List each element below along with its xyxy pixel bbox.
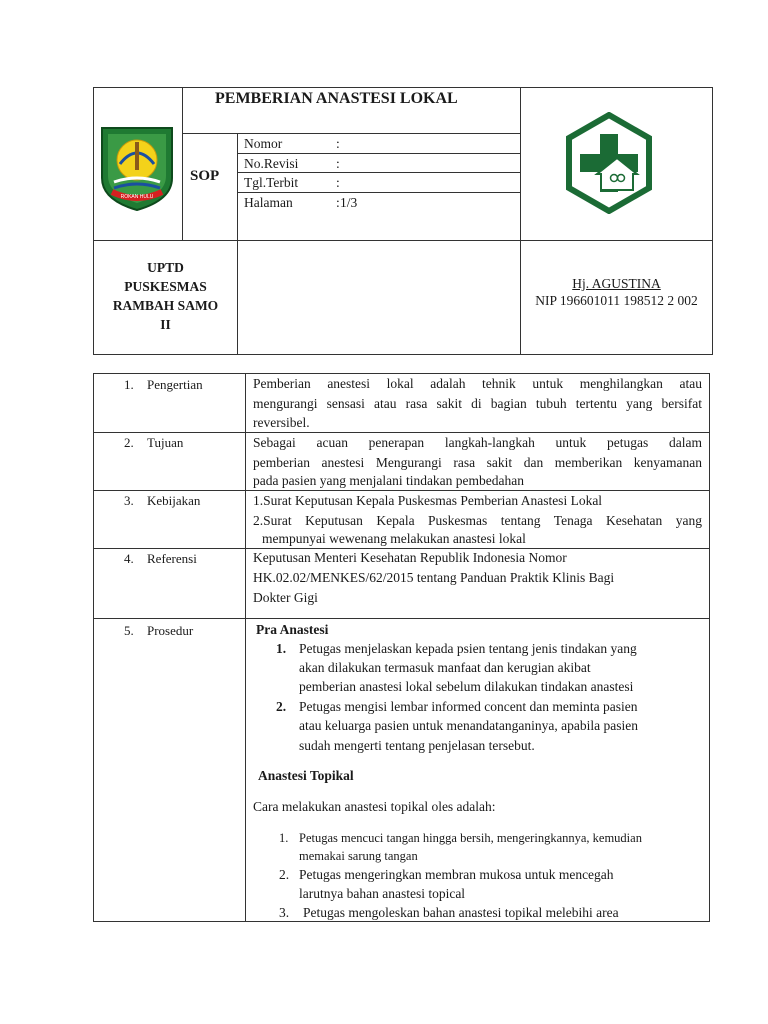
topikal-item-line: larutnya bahan anastesi topical bbox=[299, 886, 466, 901]
tujuan-line: Sebagai acuan penerapan langkah-langkah untuk petugas dalam bbox=[253, 435, 702, 450]
section-label: Referensi bbox=[147, 551, 197, 566]
topikal-item-num: 1. bbox=[279, 831, 289, 845]
referensi-line: Keputusan Menteri Kesehatan Republik Indonesia Nomor bbox=[253, 550, 567, 565]
org-name bbox=[94, 258, 237, 334]
topikal-item-line: Petugas mengeringkan membran mukosa untuk mencegah bbox=[299, 867, 614, 882]
topikal-item-line: Petugas mencuci tangan hingga bersih, mengeringkannya, kemudian bbox=[299, 831, 642, 845]
meta-revisi-sep: : bbox=[336, 156, 340, 171]
section-label: Prosedur bbox=[147, 623, 194, 638]
regency-logo-text: ROKAN HULU bbox=[120, 194, 154, 200]
section-num: 3. bbox=[124, 493, 134, 508]
regency-logo bbox=[98, 124, 176, 212]
section-num: 2. bbox=[124, 435, 134, 450]
meta-terbit-sep: : bbox=[336, 175, 340, 190]
pengertian-line: Pemberian anestesi lokal adalah tehnik untuk menghilangkan atau bbox=[253, 376, 702, 391]
section-num: 1. bbox=[124, 377, 134, 392]
sop-label: SOP bbox=[190, 168, 220, 184]
section-num: 4. bbox=[124, 551, 134, 566]
meta-nomor-label: Nomor bbox=[244, 136, 283, 151]
org-name-line: UPTD bbox=[147, 260, 184, 275]
meta-halaman-value: 1/3 bbox=[340, 195, 358, 210]
pra-item-line: sudah mengerti tentang penjelasan tersebut. bbox=[299, 738, 535, 753]
pengertian-line: reversibel. bbox=[253, 415, 310, 430]
section-num: 5. bbox=[124, 623, 134, 638]
pengertian-line: mengurangi sensasi atau rasa sakit di bagian tubuh tertentu yang bersifat bbox=[253, 395, 702, 411]
pra-item-line: Petugas menjelaskan kepada psien tentang jenis tindakan yang bbox=[299, 641, 637, 656]
meta-revisi-label: No.Revisi bbox=[244, 156, 299, 171]
topikal-intro: Cara melakukan anastesi topikal oles adalah: bbox=[253, 799, 496, 814]
org-name-line: II bbox=[160, 317, 171, 332]
pra-item-num: 1. bbox=[276, 641, 287, 656]
tujuan-line: pada pasien yang menjalani tindakan pembedahan bbox=[253, 473, 525, 488]
puskesmas-logo bbox=[565, 112, 653, 214]
topikal-item-num: 3. bbox=[279, 905, 290, 920]
document-title: PEMBERIAN ANASTESI LOKAL bbox=[215, 90, 458, 107]
pra-item-line: akan dilakukan termasuk manfaat dan kerugian akibat bbox=[299, 660, 591, 675]
org-name-line: PUSKESMAS bbox=[124, 279, 207, 294]
meta-halaman-label: Halaman bbox=[244, 195, 293, 210]
signer-nip: NIP 196601011 198512 2 002 bbox=[535, 293, 698, 308]
meta-terbit-label: Tgl.Terbit bbox=[244, 175, 299, 190]
topikal-item-line: memakai sarung tangan bbox=[299, 849, 418, 863]
topikal-item-num: 2. bbox=[279, 867, 290, 882]
section-label: Kebijakan bbox=[147, 493, 201, 508]
signer-name: Hj. AGUSTINA bbox=[572, 276, 661, 291]
meta-halaman-sep: : bbox=[336, 195, 340, 210]
pra-item-line: atau keluarga pasien untuk menandatanganinya, apabila pasien bbox=[299, 718, 638, 733]
section-label: Pengertian bbox=[147, 377, 203, 392]
section-label: Tujuan bbox=[147, 435, 184, 450]
kebijakan-line: 1.Surat Keputusan Kepala Puskesmas Pemberian Anastesi Lokal bbox=[253, 493, 603, 508]
meta-nomor-sep: : bbox=[336, 136, 340, 151]
pra-anastesi-heading: Pra Anastesi bbox=[256, 622, 329, 637]
tujuan-line: pemberian anestesi Mengurangi rasa sakit dan memberikan kenyamanan bbox=[253, 454, 702, 470]
referensi-line: Dokter Gigi bbox=[253, 590, 318, 605]
anastesi-topikal-heading: Anastesi Topikal bbox=[258, 768, 354, 783]
topikal-item-line: Petugas mengoleskan bahan anastesi topikal melebihi area bbox=[303, 905, 619, 920]
referensi-line: HK.02.02/MENKES/62/2015 tentang Panduan Praktik Klinis Bagi bbox=[253, 570, 615, 585]
org-name-line: RAMBAH SAMO bbox=[112, 298, 219, 313]
kebijakan-line: mempunyai wewenang melakukan anastesi lokal bbox=[262, 531, 526, 546]
pra-item-num: 2. bbox=[276, 699, 287, 714]
pra-item-line: pemberian anastesi lokal sebelum dilakukan tindakan anastesi bbox=[299, 679, 634, 694]
pra-item-line: Petugas mengisi lembar informed concent dan meminta pasien bbox=[299, 699, 638, 714]
kebijakan-line: 2.Surat Keputusan Kepala Puskesmas tentang Tenaga Kesehatan yang bbox=[253, 512, 702, 528]
